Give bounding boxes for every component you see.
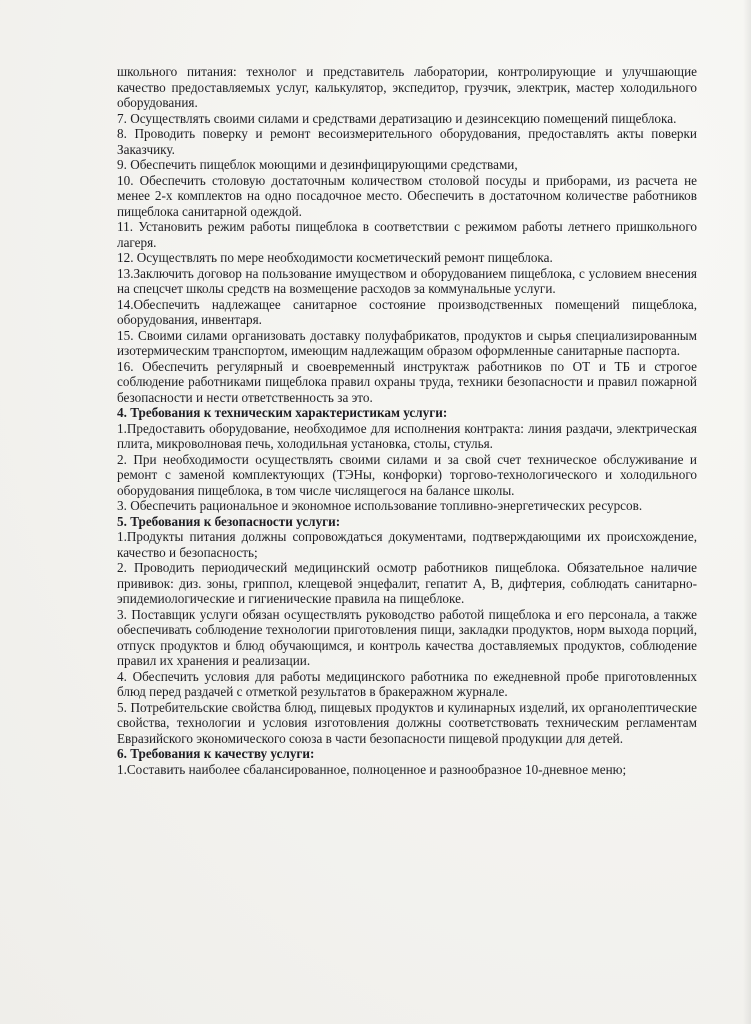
section-heading: 6. Требования к качеству услуги:: [117, 746, 315, 761]
paragraph: 2. При необходимости осуществлять своими силами и за свой счет техническое обслуживание и ремонт с заменой комплектующих (ТЭНы, конфорки) торгово-технологического и холодильного оборудования пищеблока, в том числе числящегося на балансе школы.: [117, 451, 697, 498]
section-heading: 5. Требования к безопасности услуги:: [117, 513, 341, 529]
paragraph: 7. Осуществлять своими силами и средствами дератизацию и дезинсекцию помещений пищеблока.: [117, 110, 677, 126]
paragraph: 15. Своими силами организовать доставку полуфабрикатов, продуктов и сырья специализированным изотермическим транспортом, имеющим надлежащим образом оформленные санитарные паспорта.: [117, 327, 697, 358]
page-edge-shadow: [743, 0, 751, 1024]
paragraph: 3. Поставщик услуги обязан осуществлять руководство работой пищеблока и его персонала, а также обеспечивать соблюдение технологии приготовления пищи, закладки продуктов, норм выхода порций, отпуск продуктов и блюд обучающимся, и контроль качества доставляемых продуктов, соблюдение правил их хранения и реализации.: [117, 606, 697, 668]
paragraph: 1.Продукты питания должны сопровождаться документами, подтверждающими их происхождение, качество и безопасность;: [117, 529, 697, 560]
paragraph: 10. Обеспечить столовую достаточным количеством столовой посуды и приборами, из расчета не менее 2-х комплектов на одно посадочное место. Обеспечить в достаточном количестве работников пищеблока санитарной одеждой.: [117, 172, 697, 219]
paragraph: школьного питания: технолог и представитель лаборатории, контролирующие и улучшающие качество предоставляемых услуг, калькулятор, экспедитор, грузчик, электрик, мастер холодильного оборудования.: [117, 64, 697, 110]
paragraph: 1.Составить наиболее сбалансированное, полноценное и разнообразное 10-дневное меню;: [117, 761, 627, 777]
paragraph: 4. Обеспечить условия для работы медицинского работника по ежедневной пробе приготовленных блюд перед раздачей с отметкой результатов в бракеражном журнале.: [117, 668, 697, 699]
paragraph: 9. Обеспечить пищеблок моющими и дезинфицирующими средствами,: [117, 157, 518, 172]
paragraph: 2. Проводить периодический медицинский осмотр работников пищеблока. Обязательное наличие прививок: диз. зоны, гриппол, клещевой энцефалит, гепатит А, В, дифтерия, соблюдать санитарно- эпидемиологические и гигиенические правила на пищеблоке.: [117, 560, 697, 606]
paragraph: 14.Обеспечить надлежащее санитарное состояние производственных помещений пищеблока, оборудования, инвентаря.: [117, 296, 697, 327]
paragraph: 1.Предоставить оборудование, необходимое для исполнения контракта: линия раздачи, электрическая плита, микроволновая печь, холодильная установка, столы, стулья.: [117, 420, 697, 451]
paragraph: 8. Проводить поверку и ремонт весоизмерительного оборудования, предоставлять акты поверки Заказчику.: [117, 126, 697, 157]
document-body: [117, 64, 697, 777]
paragraph: 12. Осуществлять по мере необходимости косметический ремонт пищеблока.: [117, 250, 553, 265]
section-heading: 4. Требования к техническим характеристикам услуги:: [117, 405, 448, 420]
paragraph: 3. Обеспечить рациональное и экономное использование топливно-энергетических ресурсов.: [117, 498, 643, 513]
paragraph: 13.Заключить договор на пользование имуществом и оборудованием пищеблока, с условием внесения на спецсчет школы средств на возмещение расходов за коммунальные услуги.: [117, 265, 697, 296]
paragraph: 11. Установить режим работы пищеблока в соответствии с режимом работы летнего пришкольного лагеря.: [117, 219, 697, 250]
paragraph: 16. Обеспечить регулярный и своевременный инструктаж работников по ОТ и ТБ и строгое соблюдение работниками пищеблока правил охраны труда, техники безопасности и правил пожарной безопасности и нести ответственность за это.: [117, 358, 697, 405]
paragraph: 5. Потребительские свойства блюд, пищевых продуктов и кулинарных изделий, их органолептические свойства, технологии и условия изготовления должны соответствовать техническим регламентам Евразийского экономического союза в части безопасности пищевой продукции для детей.: [117, 699, 697, 746]
